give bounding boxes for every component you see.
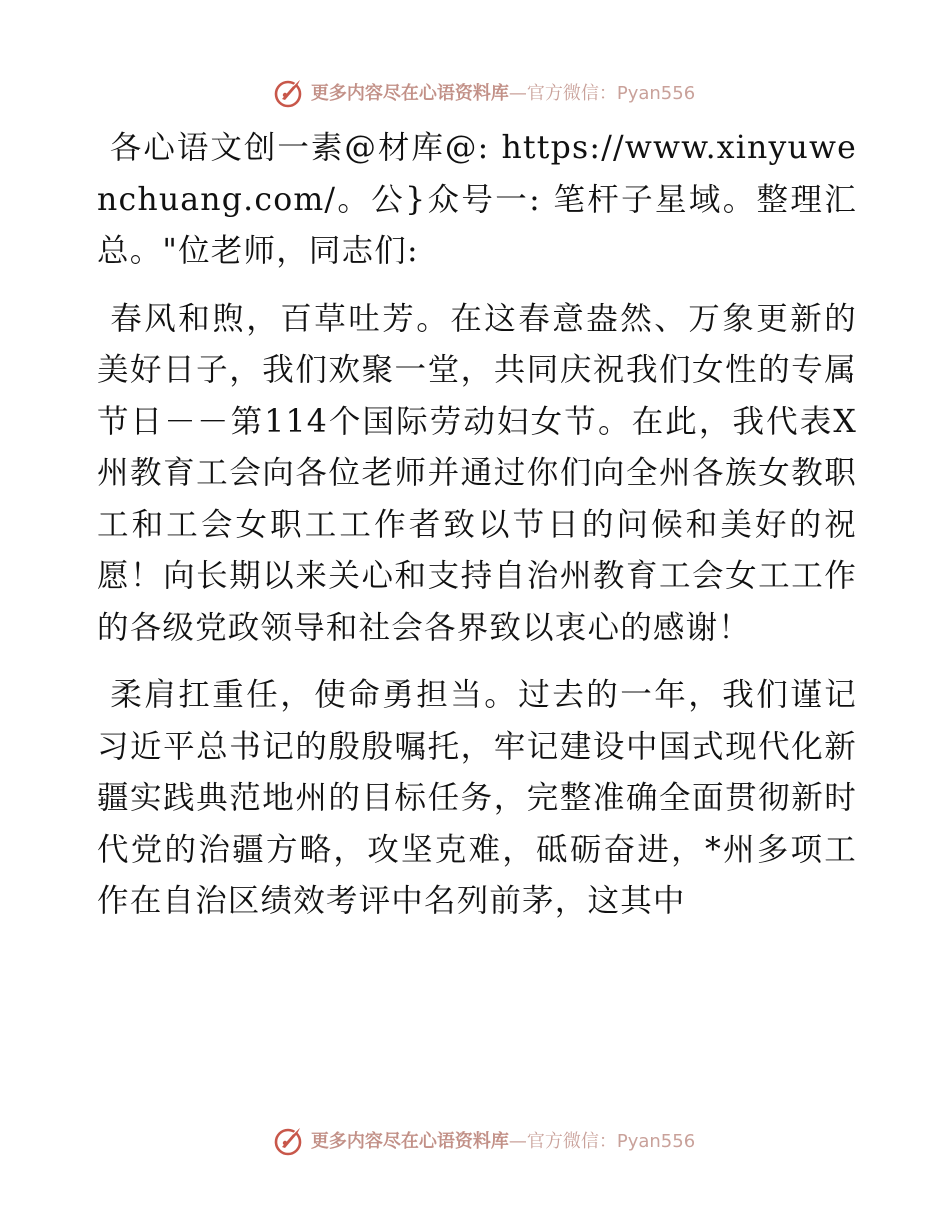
- paragraph-3-text: 柔肩扛重任，使命勇担当。过去的一年，我们谨记习近平总书记的殷殷嘱托，牢记建设中国式现代化新疆实践典范地州的目标任务，完整准确全面贯彻新时代党的治疆方略，攻坚克难，砥砺奋进，*州多项工作在自治区绩效考评中名列前茅，这其中: [97, 677, 857, 919]
- paragraph-1: [97, 123, 857, 278]
- paragraph-2-text: 春风和煦，百草吐芳。在这春意盎然、万象更新的美好日子，我们欢聚一堂，共同庆祝我们女性的专属节日－－第114个国际劳动妇女节。在此，我代表X州教育工会向各位老师并通过你们向全州各族女教职工和工会女职工工作者致以节日的问候和美好的祝愿！向长期以来关心和支持自治州教育工会女工工作的各级党政领导和社会各界致以衷心的感谢！: [97, 300, 857, 646]
- footer-banner-rest-text: —官方微信：Pyan556: [508, 1131, 696, 1152]
- footer-banner-text: [311, 1127, 695, 1153]
- header-watermark-banner: [0, 70, 950, 114]
- footer-watermark-banner: [0, 1118, 950, 1162]
- red-quill-logo-icon: [273, 1123, 307, 1157]
- red-quill-logo-icon: [273, 75, 307, 109]
- header-banner-inner: [273, 75, 695, 109]
- footer-banner-inner: [273, 1123, 695, 1157]
- paragraph-1-text: 各心语文创一素@材库@: https://www.xinyuwenchuang.com/。公}众号一: 笔杆子星域。整理汇总。"位老师，同志们:: [97, 130, 857, 269]
- header-banner-bold-text: 更多内容尽在心语资料库: [310, 83, 509, 104]
- document-body: [97, 123, 857, 928]
- paragraph-3: [97, 670, 857, 928]
- paragraph-2: [97, 294, 857, 655]
- header-banner-text: [311, 79, 695, 105]
- footer-banner-bold-text: 更多内容尽在心语资料库: [310, 1131, 509, 1152]
- header-banner-rest-text: —官方微信：Pyan556: [508, 83, 696, 104]
